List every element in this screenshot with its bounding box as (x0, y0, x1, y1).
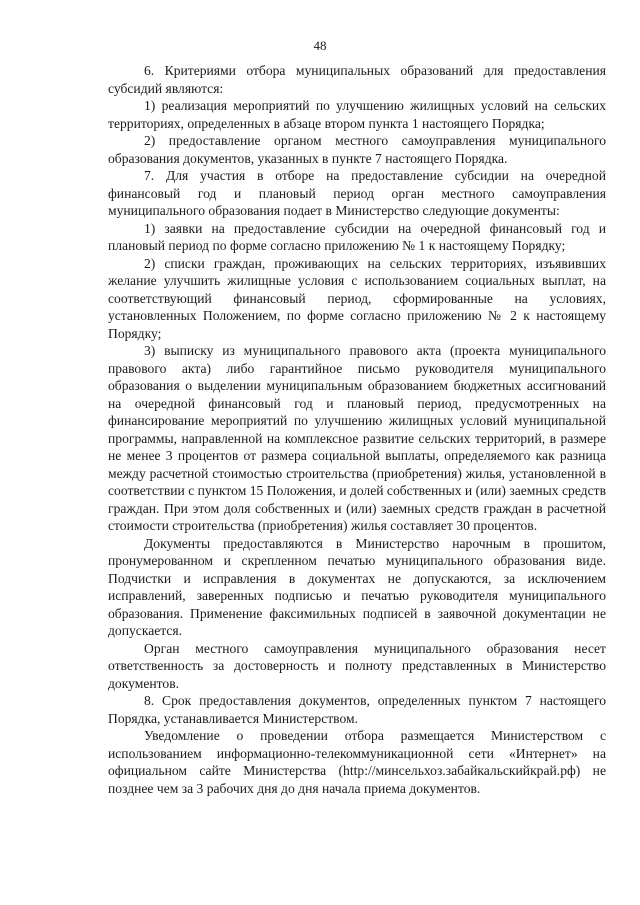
document-body (108, 62, 606, 797)
page-number: 48 (313, 38, 327, 53)
paragraph-7-item-2: 2) списки граждан, проживающих на сельских территориях, изъявивших желание улучшить жилищные условия с использованием социальных выплат, на соответствующий финансовый период, сформированные на условиях, установленных Положением, по форме согласно приложению № 2 к настоящему Порядку; (108, 255, 606, 341)
paragraph-7-item-1: 1) заявки на предоставление субсидии на очередной финансовый год и плановый период по форме согласно приложению № 1 к настоящему Порядку; (108, 220, 606, 253)
paragraph-7-participation: 7. Для участия в отборе на предоставление субсидии на очередной финансовый год и плановый период орган местного самоуправления муниципального образования подает в Министерство следующие документы: (108, 168, 606, 218)
paragraph-documents-submission: Документы предоставляются в Министерство нарочным в прошитом, пронумерованном и скрепленном печатью муниципального образования виде. Подчистки и исправления в документах не допускаются, за исключением исправлений, заверенных подписью и печатью руководителя муниципального образования. Применение факсимильных подписей в заявочной документации не допускается. (108, 535, 606, 638)
paragraph-7-item-3: 3) выписку из муниципального правового акта (проекта муниципального правового акта) либо гарантийное письмо руководителя муниципального образования о выделении муниципальным образованием бюджетных ассигнований на очередной финансовый год и плановый период, предусмотренных на финансирование мероприятий по улучшению жилищных условий муниципальной программы, направленной на комплексное развитие сельских территорий, в размере не менее 3 процентов от размера социальной выплаты, определяемого как разница между расчетной стоимостью строительства (приобретения) жилья, установленной в соответствии с пунктом 15 Положения, и долей собственных и (или) заемных средств граждан. При этом доля собственных и (или) заемных средств граждан в расчетной стоимости строительства (приобретения) жилья составляет 30 процентов. (108, 343, 606, 533)
paragraph-6-criteria: 6. Критериями отбора муниципальных образований для предоставления субсидий являются: (108, 63, 606, 96)
paragraph-notification: Уведомление о проведении отбора размещается Министерством с использованием информационно-телекоммуникационной сети «Интернет» на официальном сайте Министерства (http://минсельхоз.забайкальскийкрай.рф) не позднее чем за 3 рабочих дня до дня начала приема документов. (108, 728, 606, 796)
paragraph-6-item-1: 1) реализация мероприятий по улучшению жилищных условий на сельских территориях, определенных в абзаце втором пункта 1 настоящего Порядка; (108, 98, 606, 131)
paragraph-8-deadline: 8. Срок предоставления документов, определенных пунктом 7 настоящего Порядка, устанавливается Министерством. (108, 693, 606, 726)
paragraph-6-item-2: 2) предоставление органом местного самоуправления муниципального образования документов, указанных в пункте 7 настоящего Порядка. (108, 133, 606, 166)
paragraph-responsibility: Орган местного самоуправления муниципального образования несет ответственность за достоверность и полноту представленных в Министерство документов. (108, 640, 606, 691)
